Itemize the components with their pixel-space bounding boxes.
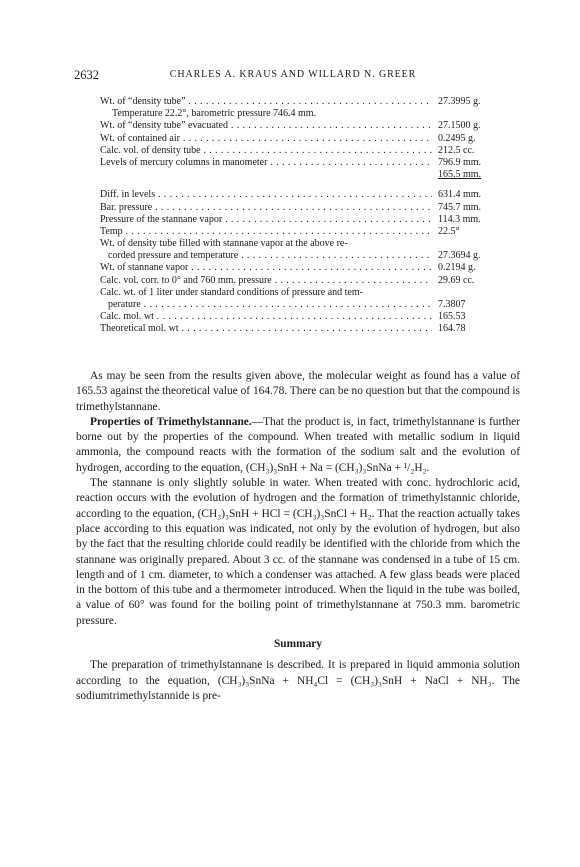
table-row-label: Wt. of stannane vapor . . . — [100, 262, 432, 274]
table-row — [100, 262, 515, 274]
table-row-label: corded pressure and temperature . . . — [100, 250, 432, 262]
table-row — [100, 157, 515, 169]
table-row — [100, 145, 515, 157]
table-row-value: 164.78 — [438, 323, 466, 335]
table-row-value: 7.3807 — [438, 299, 466, 310]
paragraph-solubility: The stannane is only slightly soluble in water. When treated with conc. hydrochloric acid, reaction occurs with the evolution of hydrogen and the formation of trimethylstannic chloride, according to the equation, (CH₃)₃SnH + HCl = (CH₃)₃SnCl + H₂. That the reaction actually takes place according to this equation was indicated, not only by the evolution of hydrogen, but also by the fact that the resulting chloride could readily be identified with the chloride from which the stannane was originally prepared. About 3 cc. of the stannane was condensed in a tube of 15 cm. length and of 1 cm. diameter, to which a condenser was attached. A few glass beads were placed in the bottom of this tube and a thermometer introduced. When the liquid in the tube was boiled, a value of 60° was found for the boiling point of trimethylstannane at 750.3 mm. barometric pressure. — [76, 477, 520, 627]
running-head-authors: CHARLES A. KRAUS AND WILLARD N. GREER — [169, 69, 417, 80]
table-row — [100, 323, 515, 335]
table-row — [100, 120, 515, 132]
table-row-value: 27.1500 g. — [438, 120, 481, 132]
table-row-value: 631.4 mm. — [438, 189, 482, 201]
table-row — [100, 189, 515, 201]
summary-paragraph: The preparation of trimethylstannane is described. It is prepared in liquid ammonia solution according to the equation, (CH₃)₃SnNa + NH₄Cl = (CH₃)₃SnH + NaCl + NH₃. The sodiumtrimethylstannide is pre- — [76, 659, 520, 702]
table-row — [100, 169, 515, 181]
table-row-label: Wt. of “density tube” evacuated . . . — [100, 120, 432, 132]
data-table-block-2 — [100, 189, 515, 335]
table-row — [100, 96, 515, 108]
table-row — [100, 202, 515, 214]
table-row — [100, 133, 515, 145]
paragraph-results: As may be seen from the results given above, the molecular weight as found has a value of 165.53 against the theoretical value of 164.78. There can be no question but that the compound is trimethylstannane. — [76, 370, 520, 413]
paragraph-properties-text: —That the product is, in fact, trimethylstannane is further borne out by the properties of the compound. When treated with metallic sodium in liquid ammonia, the compound reacts with the formation of the sodium salt and the evolution of hydrogen, according to the equation, (CH₃)₃SnH + Na = (CH₃)₃SnNa + ¹/₂H₂. — [76, 415, 520, 474]
table-row-label: Pressure of the stannane vapor . . . — [100, 214, 432, 226]
table-row-label: perature . . . — [100, 299, 432, 311]
table-row-label: Wt. of density tube filled with stannane vapor at the above re- — [100, 238, 348, 250]
table-row-value: 0.2495 g. — [438, 132, 476, 144]
table-row-value: 27.3995 g. — [438, 96, 481, 107]
data-table-block-1 — [100, 96, 515, 181]
table-row-value: 745.7 mm. — [438, 201, 482, 213]
table-row-label: Wt. of “density tube” . . . — [100, 96, 432, 108]
table-row-value: 796.9 mm. — [438, 156, 482, 168]
data-table — [100, 96, 515, 336]
table-row-value: 212.5 cc. — [438, 144, 475, 156]
table-row-value: 29.69 cc. — [438, 274, 475, 286]
table-row — [100, 250, 515, 262]
table-row-value: 165.53 — [438, 311, 466, 323]
table-row — [100, 311, 515, 323]
table-row-label: Theoretical mol. wt . . . — [100, 323, 432, 335]
table-row-label: Temp . . . — [100, 226, 432, 238]
table-row — [100, 287, 515, 299]
page-header — [74, 68, 512, 84]
table-row-label: Calc. vol. of density tube . . . — [100, 145, 432, 157]
table-row — [100, 226, 515, 238]
table-row-value: 165.5 mm. — [438, 169, 482, 181]
summary-heading: Summary — [273, 638, 323, 651]
table-row-label: Diff. in levels . . . — [100, 189, 432, 201]
table-row — [100, 275, 515, 287]
table-row — [100, 299, 515, 311]
page-number: 2632 — [74, 68, 99, 82]
paragraph-properties — [76, 415, 520, 476]
table-row-label: Bar. pressure . . . — [100, 202, 432, 214]
table-row-label: Calc. mol. wt . . . — [100, 311, 432, 323]
table-row-label: Levels of mercury columns in manometer . . . — [100, 157, 432, 169]
article-body — [76, 369, 520, 704]
table-row-value: 27.3694 g. — [438, 250, 481, 262]
table-row-label: Wt. of contained air . . . — [100, 133, 432, 145]
table-row-value: 0.2194 g. — [438, 262, 476, 274]
table-row-value: 22.5° — [438, 225, 460, 237]
section-runin-heading: Properties of Trimethylstannane. — [90, 415, 252, 428]
table-row-label: Calc. vol. corr. to 0° and 760 mm. pressure . . . — [100, 275, 432, 287]
table-row — [100, 108, 515, 120]
table-row-label: Temperature 22.2°, barometric pressure 746.4 mm. — [112, 108, 317, 120]
table-row-value: 114.3 mm. — [438, 213, 481, 225]
table-row-label: Calc. wt. of 1 liter under standard conditions of pressure and tem- — [100, 286, 363, 298]
table-row — [100, 238, 515, 250]
table-row — [100, 214, 515, 226]
